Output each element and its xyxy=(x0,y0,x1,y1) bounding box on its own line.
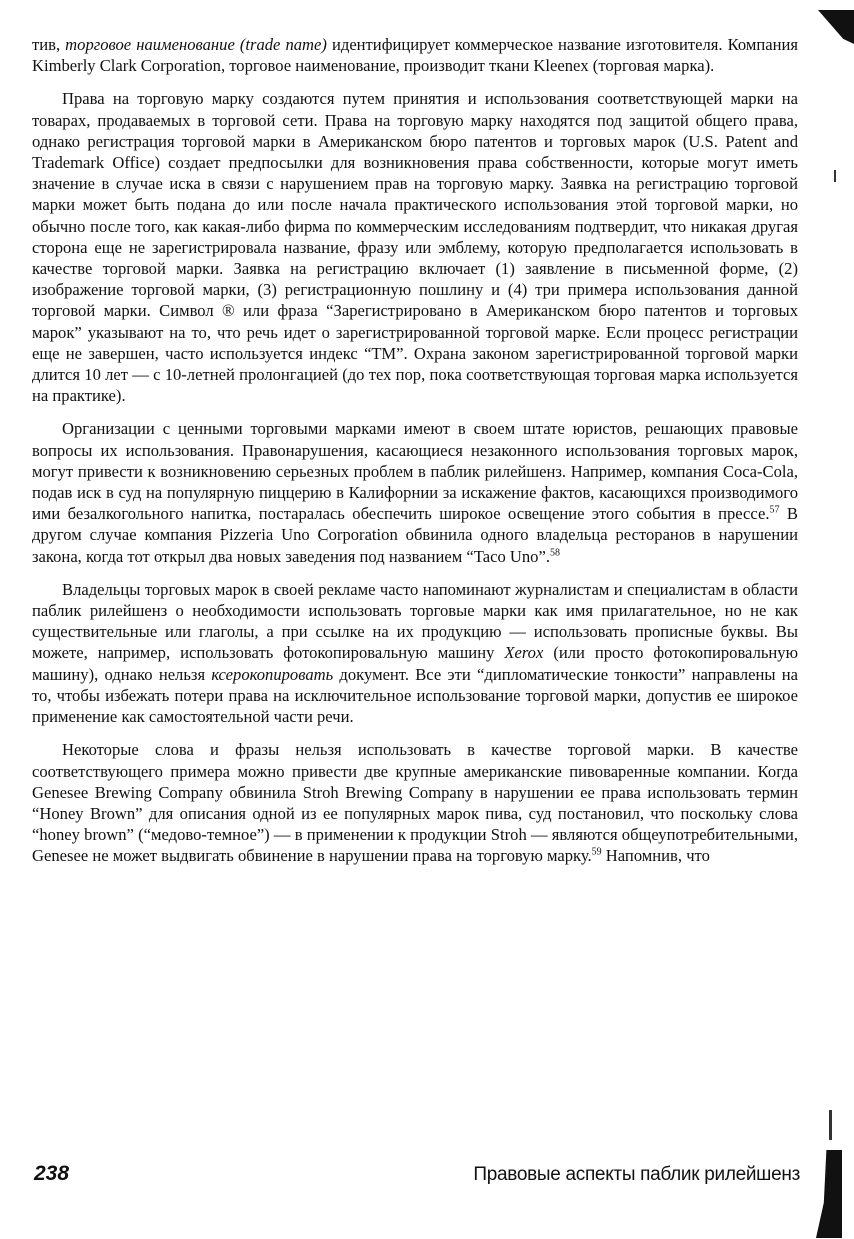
footnote-ref: 58 xyxy=(550,547,560,559)
term-trade-name: торговое наименование (trade name) xyxy=(65,35,327,54)
paragraph-trademark-rights: Права на торговую марку создаются путем принятия и использования соответствующей марки на товарах, продаваемых в торговой сети. Права на торговую марку находятся под защитой общего права, однако регистрация торговой марки в Американском бюро патентов и торговых марок (U.S. Patent and Trademark Office) создает предпосылки для возникновения права собственности, которые могут иметь значение в случае иска в связи с нарушением прав на торговую марку. Заявка на регистрацию торговой марки может быть подана до или после начала практического использования этой торговой марки, но обычно после того, как какая-либо фирма по коммерческим исследованиям подтвердит, что никакая другая сторона еще не зарегистрировала название, фразу или эмблему, которую предполагается использовать в качестве торговой марки. Заявка на регистрацию включает (1) заявление в письменной форме, (2) изображение торговой марки, (3) регистрационную пошлину и (4) три примера использования данной торговой марки. Символ ® или фраза “Зарегистрировано в Американском бюро патентов и торговых марок” указывают на то, что речь идет о зарегистрированной торговой марке. Если процесс регистрации еще не завершен, часто используется индекс “ТМ”. Охрана законом зарегистрированной торговой марки длится 10 лет — с 10-летней пролонгацией (до тех пор, пока соответствующая торговая марка используется на практике). xyxy=(32,89,798,406)
paragraph-text: Владельцы торговых марок в своей рекламе часто напоминают журналистам и специалистам в области паблик рилейшенз о необходимости использовать торговые марки как имя прилагательное, но не как существительные или глаголы, а при ссылке на их продукцию — использовать прописные буквы. Вы можете, например, использовать фотокопировальную машину xyxy=(32,579,798,663)
paragraph-text: идентифицирует коммерческое название изготовителя. Компания Kimberly Clark Corporation, торговое наименование, производит ткани Kleenex (торговая марка). xyxy=(32,35,798,76)
paragraph-text: тив, xyxy=(32,35,66,54)
paragraph-text: Некоторые слова и фразы нельзя использовать в качестве торговой марки. В качестве соответствующего примера можно привести две крупные американские пивоваренные компании. Когда Genesee Brewing Company обвинила Stroh Brewing Company в нарушении ее права использовать термин “Honey Brown” для описания одной из ее популярных марок пива, суд постановил, что поскольку слова “honey brown” (“медово-темное”) — в применении к продукции Stroh — являются общеупотребительными, Genesee не может выдвигать обвинение в нарушении права на торговую марку. xyxy=(32,740,798,866)
footnote-ref: 57 xyxy=(769,504,780,516)
scan-shadow-bottom xyxy=(816,1150,842,1238)
term-xerox: Xerox xyxy=(504,643,544,663)
paragraph-text: (или просто фотокопировальную машину), однако нельзя xyxy=(32,643,798,684)
running-title: Правовые аспекты паблик рилейшенз xyxy=(473,1164,800,1185)
paragraph-text: В другом случае компания Pizzeria Uno Corporation обвинила одного владельца ресторанов в нарушении закона, когда тот открыл два новых заведения под названием “Taco Uno”. xyxy=(32,504,798,566)
page-body xyxy=(32,34,798,867)
paragraph-trademark-infringement xyxy=(32,418,798,566)
footnote-ref: 59 xyxy=(591,846,602,858)
paragraph-text: Организации с ценными торговыми марками имеют в своем штате юристов, решающих правовые вопросы их использования. Правонарушения, касающиеся незаконного использования торговых марок, могут привести к возникновению серьезных проблем в паблик рилейшенз. Например, компания Coca-Cola, подав иск в суд на популярную пиццерию в Калифорнии за искажение фактов, касающихся производимого ими безалкогольного напитка, постаралась обеспечить широкое освещение этого события в прессе. xyxy=(32,419,798,524)
page-footer xyxy=(34,1162,800,1188)
paragraph-trademark-usage xyxy=(32,579,798,727)
paragraph-trade-name xyxy=(32,34,798,76)
page-number: 238 xyxy=(34,1162,70,1185)
paragraph-generic-terms xyxy=(32,739,798,866)
paragraph-text: документ. Все эти “дипломатические тонкости” направлены на то, чтобы избежать потери права на исключительное использование торговой марки, допустив ее широкое применение как самостоятельной части речи. xyxy=(32,664,798,727)
scan-speck xyxy=(834,170,836,182)
paragraph-text: Напомнив, что xyxy=(601,846,710,866)
scan-shadow-top xyxy=(818,10,854,44)
term-xerocopy: ксерокопировать xyxy=(211,664,334,684)
scan-speck xyxy=(829,1110,832,1140)
